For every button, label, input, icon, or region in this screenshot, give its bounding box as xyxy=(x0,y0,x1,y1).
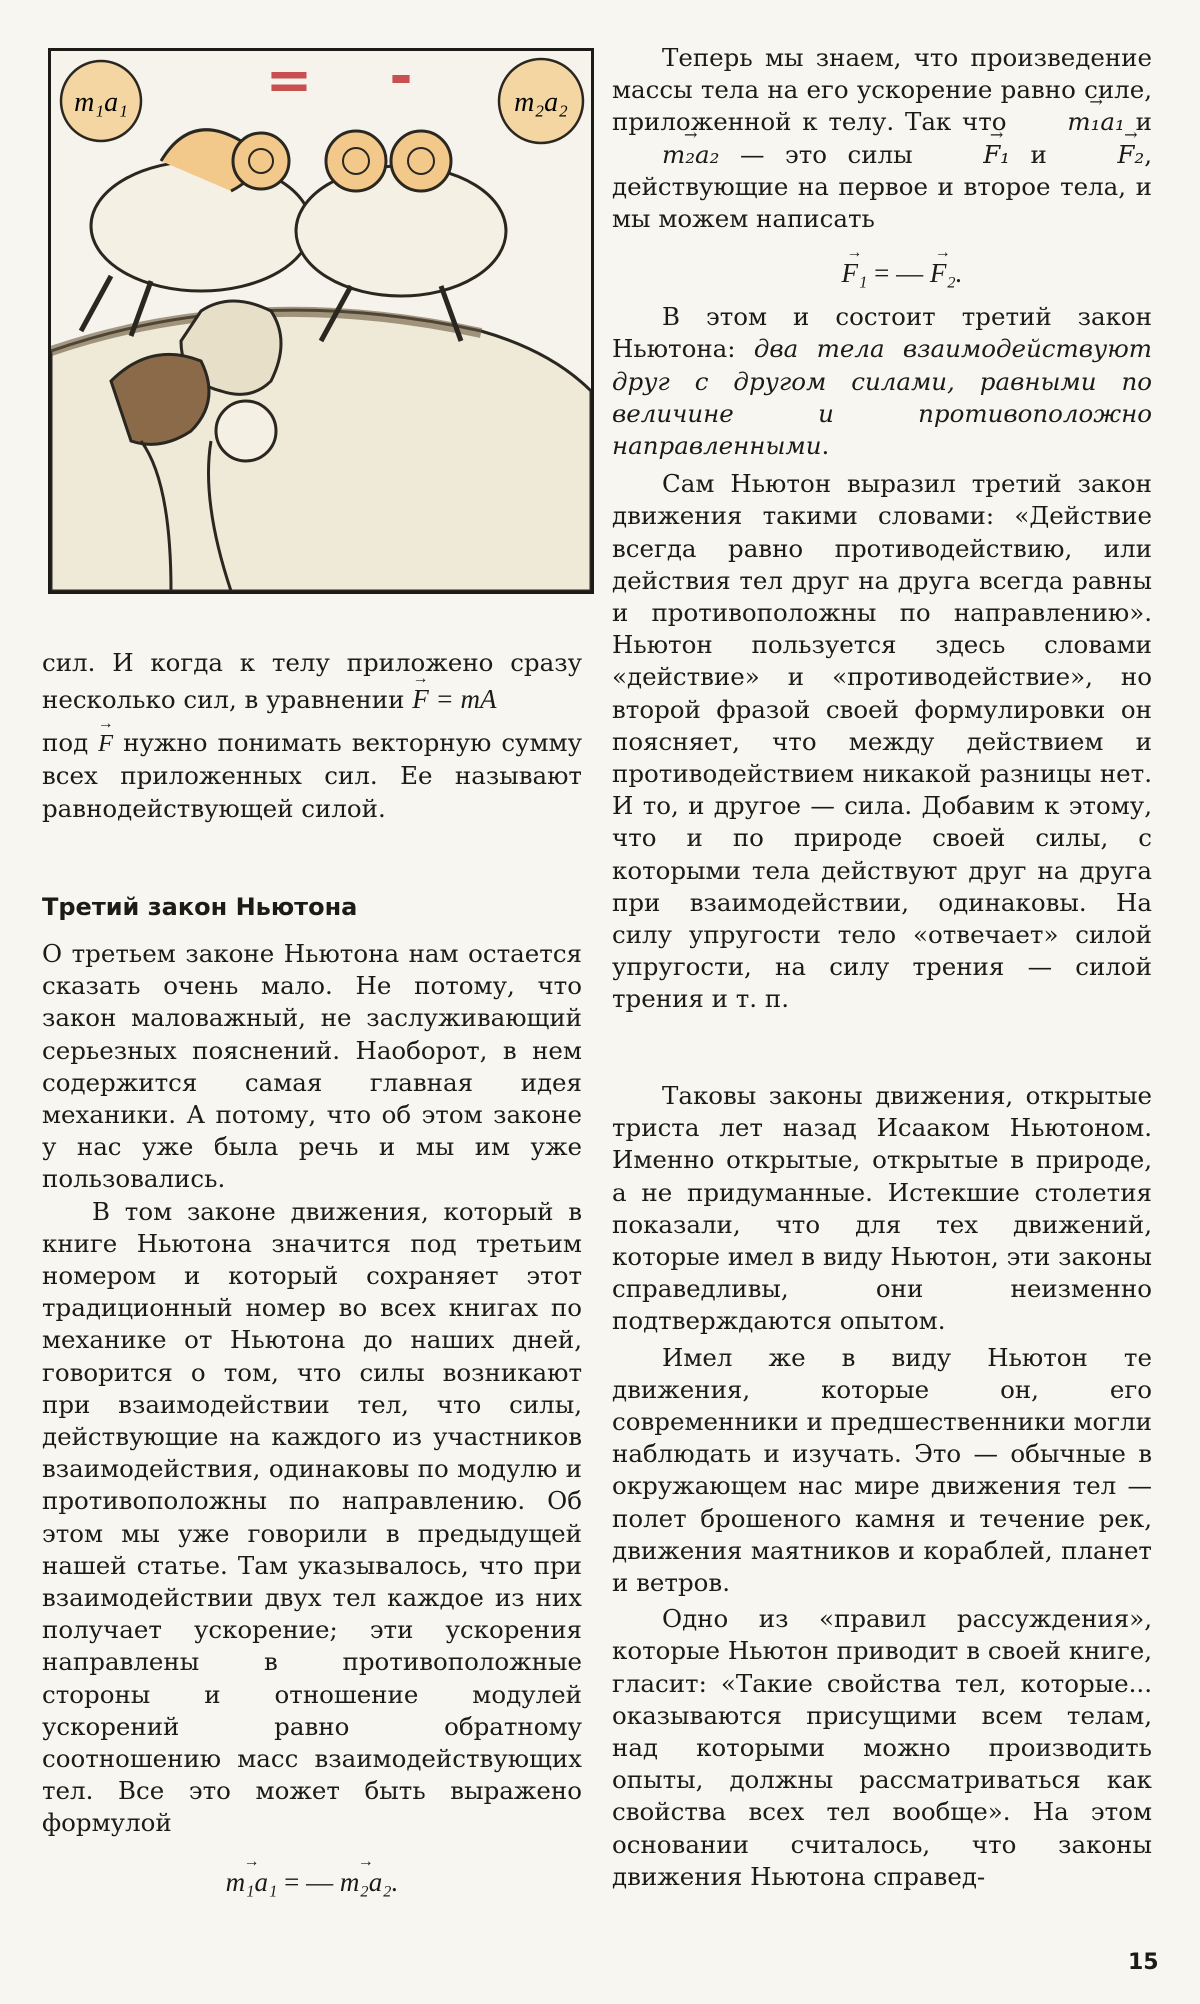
text: Теперь мы знаем, что произведение массы тела на его ускорение равно силе, приложенной к телу. Так что xyxy=(612,43,1152,137)
paragraph xyxy=(612,42,1152,235)
text: и xyxy=(1124,107,1152,137)
section-heading: Третий закон Ньютона xyxy=(42,893,358,921)
text: нужно понимать векторную сумму всех приложенных сил. Ее называют равнодействующей силой. xyxy=(42,728,583,823)
vector-F: → F xyxy=(412,679,429,719)
text: . xyxy=(821,431,830,461)
vector-m1a1: → m₁a₁ xyxy=(1017,106,1124,138)
ram-left xyxy=(81,130,311,336)
cartoon-drawing xyxy=(51,51,591,591)
label-right: m₂a₂ xyxy=(514,87,568,118)
paragraph xyxy=(42,647,582,719)
paragraph: Имел же в виду Ньютон те движения, которые он, его современники и предшественники могли наблюдать и изучать. Это — обычные в окружающем нас мире движения тел — полет брошеного камня и течение рек, движения маятников и кораблей, планет и ветров. xyxy=(612,1342,1152,1598)
minus-sign: - xyxy=(389,51,413,109)
paragraph xyxy=(612,301,1152,462)
formula-mid: = — xyxy=(867,258,930,289)
left-text-top xyxy=(42,647,582,825)
formula-end: . xyxy=(955,258,963,289)
right-text-top xyxy=(612,42,1152,1016)
vector-F1: → F₁ xyxy=(933,139,1010,171)
text: — это силы xyxy=(719,139,934,169)
law-statement: два тела взаимодействуют друг с другом силами, равными по величине и противоположно направленными xyxy=(612,334,1152,461)
formula-end: . xyxy=(391,1866,399,1897)
left-text-body xyxy=(42,938,582,1910)
vector-m2a2: → m₂a₂ xyxy=(612,139,719,171)
right-text-bottom xyxy=(612,1080,1152,1893)
paragraph: О третьем законе Ньютона нам остается сказать очень мало. Не потому, что закон маловажный, не заслуживающий серьезных пояснений. Наоборот, в нем содержится самая главная идея механики. А потому, что об этом законе у нас уже была речь и мы им уже пользовались. xyxy=(42,939,582,1194)
text: и xyxy=(1010,139,1068,169)
formula-rhs: → m₂a₂ xyxy=(340,1862,392,1902)
text: В этом и состоит третий закон Ньютона: xyxy=(612,302,1152,364)
vector-F2: → F₂ xyxy=(1067,139,1144,171)
formula xyxy=(42,1862,582,1902)
equals-sign: = xyxy=(265,51,313,113)
vector-F: → F xyxy=(98,728,113,760)
paragraph: Таковы законы движения, открытые триста лет назад Исааком Ньютоном. Именно открытые, открытые в природе, а не придуманные. Истекшие столетия показали, что для тех движений, которые имел в виду Ньютон, эти законы справедливы, они неизменно подтверждаются опытом. xyxy=(612,1081,1152,1336)
page-number: 15 xyxy=(1128,1950,1159,1975)
text: под xyxy=(42,728,89,758)
formula-rhs: → F₂ xyxy=(930,253,956,293)
paragraph: Сам Ньютон выразил третий закон движения такими словами: «Действие всегда равно противодействию, или действия тел друг на друга всегда равны и противоположны по направлению». Ньютон пользуется здесь словами «действие» и «противодействие», но второй фразой своей формулировки он поясняет, что между действием и противодействием никакой разницы нет. И то, и другое — сила. Добавим к этому, что и по природе своей силы, с которыми тела действуют друг на друга при взаимодействии, одинаковы. На силу упругости тело «отвечает» силой упругости, на силу трения — силой трения и т. п. xyxy=(612,469,1152,1014)
formula-lhs: → m₁a₁ xyxy=(226,1862,278,1902)
paragraph xyxy=(42,727,582,825)
label-left: m₁a₁ xyxy=(74,87,128,118)
formula xyxy=(612,253,1152,293)
equation-rest: = mA xyxy=(435,684,497,715)
formula-mid: = — xyxy=(277,1866,340,1897)
text: , действующие на первое и второе тела, и мы можем написать xyxy=(612,139,1152,234)
formula-lhs: → F₁ xyxy=(841,253,867,293)
paragraph: Одно из «правил рассуждения», которые Ньютон приводит в своей книге, гласит: «Такие свойства тел, которые... оказываются присущими всем телам, над которыми можно производить опыты, должны рассматриваться как свойства всех тел вообще». На этом основании считалось, что законы движения Ньютона справед- xyxy=(612,1604,1152,1891)
illustration-rams-wolf xyxy=(48,48,594,594)
paragraph: В том законе движения, который в книге Ньютона значится под третьим номером и который сохраняет этот традиционный номер во всех книгах по механике от Ньютона до наших дней, говорится о том, что силы возникают при взаимодействии тел, что силы, действующие на каждого из участников взаимодействия, одинаковы по модулю и противоположны по направлению. Об этом мы уже говорили в предыдущей нашей статье. Там указывалось, что при взаимодействии двух тел каждое из них получает ускорение; эти ускорения направлены в противоположные стороны и отношение модулей ускорений равно обратному соотношению масс взаимодействующих тел. Все это может быть выражено формулой xyxy=(42,1196,582,1838)
text: сил. И когда к телу приложено сразу несколько сил, в уравнении xyxy=(42,648,582,715)
